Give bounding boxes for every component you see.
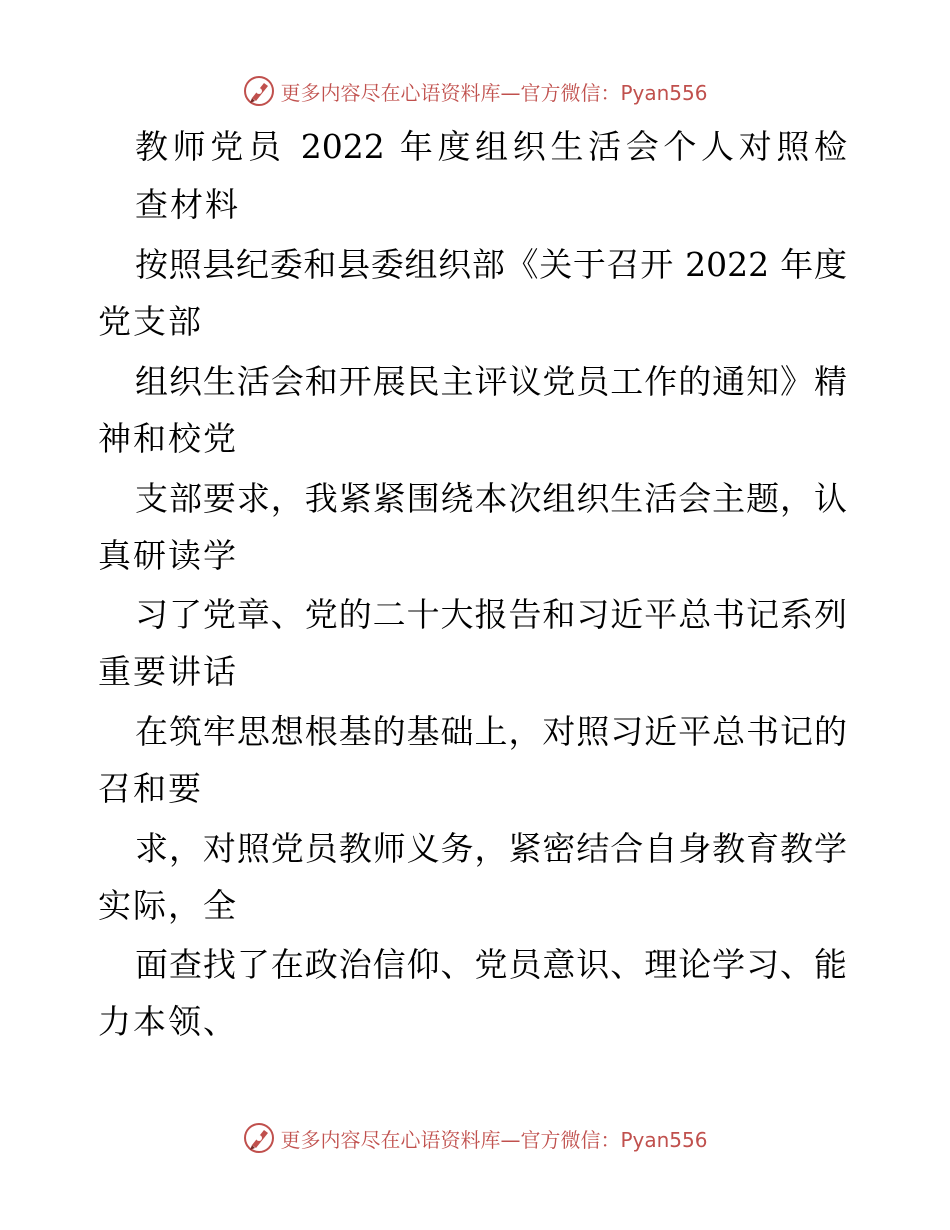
pen-logo-icon [242, 74, 276, 108]
doc-line-12: 召和要 [98, 769, 203, 808]
doc-line-16: 力本领、 [98, 1002, 238, 1041]
footer-banner-text: 更多内容尽在心语资料库—官方微信：Pyan556 [280, 1127, 708, 1152]
doc-line-2: 查材料 [135, 185, 240, 224]
header-banner-text: 更多内容尽在心语资料库—官方微信：Pyan556 [280, 80, 708, 105]
header-banner [0, 71, 950, 111]
doc-line-14: 实际，全 [98, 886, 238, 925]
footer-banner [0, 1118, 950, 1158]
doc-line-8: 真研读学 [98, 536, 238, 575]
doc-line-10: 重要讲话 [98, 652, 238, 691]
doc-line-13: 求，对照党员教师义务，紧密结合自身教育教学 [135, 829, 847, 868]
doc-line-3: 按照县纪委和县委组织部《关于召开 2022 年度 [135, 245, 847, 284]
doc-line-5: 组织生活会和开展民主评议党员工作的通知》精 [135, 362, 847, 401]
doc-line-11: 在筑牢思想根基的基础上，对照习近平总书记的 [135, 712, 847, 751]
doc-line-4: 党支部 [98, 302, 203, 341]
doc-line-15: 面查找了在政治信仰、党员意识、理论学习、能 [135, 945, 847, 984]
doc-line-9: 习了党章、党的二十大报告和习近平总书记系列 [135, 595, 847, 634]
doc-line-6: 神和校党 [98, 419, 238, 458]
doc-line-7: 支部要求，我紧紧围绕本次组织生活会主题，认 [135, 479, 847, 518]
doc-line-1: 教师党员 2022 年度组织生活会个人对照检 [135, 127, 847, 166]
pen-logo-icon [242, 1121, 276, 1155]
